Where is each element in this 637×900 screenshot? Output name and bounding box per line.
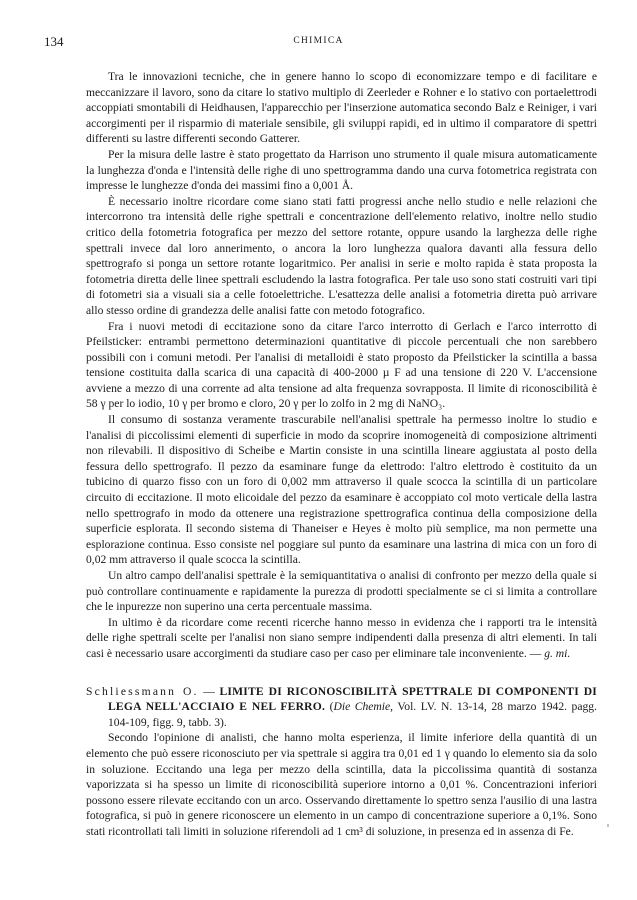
running-head: [44, 34, 593, 50]
paragraph: Tra le innovazioni tecniche, che in genere hanno lo scopo di economizzare tempo e di facilitare e meccanizzare il lavoro, sono da citare lo stativo multiplo di Zeerleder e Rohner e lo stativo con portaelettrodi accoppiati smontabili di Heidhausen, l'apparecchio per l'inserzione automatica secondo Balz e Reiniger, i vari accorgimenti per il risparmio di materiale sensibile, gli sviluppi rapidi, ed in ultimo il comparatore di spettri differenti su lastre differenti secondo Gatterer.: [86, 70, 597, 146]
section-title: CHIMICA: [293, 36, 344, 46]
page-number: 134: [44, 34, 64, 49]
paragraph: Fra i nuovi metodi di eccitazione sono da citare l'arco interrotto di Gerlach e l'arco interrotto di Pfeilsticker: entrambi permettono determinazioni quantitative di piccole percentuali che non sarebbero possibili con i comuni metodi. Per l'analisi di metalloidi è stato proposto da Pfeilsticker la scintilla a bassa tensione costituita dalla scarica di una capacità di 400-2000 µ F ad una tensione di 220 V. L'accensione avviene a mezzo di una corrente ad alta tensione ad alta frequenza sovrapposta. Il limite di riconoscibilità è 58 γ per lo iodio, 10 γ per bromo e cloro, 20 γ per lo zolfo in 2 mg di NaNO₃.: [86, 319, 597, 411]
paragraph: Per la misura delle lastre è stato progettato da Harrison uno strumento il quale misura automaticamente la lunghezza d'onda e l'intensità delle righe di uno spettrogramma dando una curva fotometrica registrata con impresse le lunghezze d'onda dei massimi fino a 0,001 Å.: [86, 147, 597, 193]
entry-paragraph: Secondo l'opinione di analisti, che hanno molta esperienza, il limite inferiore della quantità di un elemento che può essere riconosciuto per via spettrale si aggira tra 0,01 ed 1 γ quando lo elemento sia da solo in soluzione. Eccitando una lega per mezzo della scintilla, data la piccolissima quantità di sostanza vaporizzata si ha spesso un limite di riconoscibilità superiore intorno a 0,01 %. Concentrazioni inferiori possono essere rilevate eccitando con un arco. Osservando direttamente lo spettro senza l'ausilio di una lastra fotografica, si può in genere riconoscere un elemento in un campo di concentrazione superiore a 0,1%. Sono stati ricontrollati tali limiti in soluzione riferendoli ad 1 cm³ di soluzione, in presenza ed in assenza di Fe.: [86, 731, 597, 838]
scan-speck: [607, 824, 609, 827]
entry-title: LIMITE DI RICONOSCIBILITÀ SPETTRALE DI COMPONENTI DI LEGA NELL'ACCIAIO E NEL FERRO.: [108, 684, 597, 714]
paragraph: Un altro campo dell'analisi spettrale è la semiquantitativa o analisi di confronto per mezzo della quale si può controllare continuamente e rapidamente la purezza di prodotti specialmente se ci si limita a controllare che le inpurezze non superino una certa percentuale massima.: [86, 569, 597, 614]
paragraph-with-signature: [86, 615, 597, 662]
entry-citation: , Vol. LV. N. 13-14, 28 marzo 1942. pagg. 104-109, figg. 9, tabb. 3).: [108, 700, 597, 729]
paragraph: È necessario inoltre ricordare come siano stati fatti progressi anche nello studio e nelle relazioni che intercorrono tra intensità delle righe spettrali e concentrazione dell'elemento relativo, inoltre nello studio critico della fotometria fotografica per mezzo del settore rotante, oppure usando la larghezza delle righe spettrali invece dal loro annerimento, o ancora la loro lunghezza qualora davanti alla fessura dello spettrografo si ponga un settore rotante logaritmico. Per analisi in serie e molto rapida è stata proposta la fotometria diretta delle linee spettrali escludendo la lastra fotografica. Per tale uso sono stati costruiti vari tipi di fotometri sia a visuali sia a celle fotoelettriche. L'esattezza delle analisi a fotometria diretta può arrivare allo stesso ordine di grandezza delle analisi fatte con metodo fotografico.: [86, 194, 597, 317]
entry-journal: Die Chemie: [333, 700, 391, 714]
author-initials: g. mi.: [544, 646, 571, 660]
paragraph: Il consumo di sostanza veramente trascurabile nell'analisi spettrale ha permesso inoltre lo studio e l'analisi di piccolissimi elementi di superficie in modo da scoprire inomogeneità di composizione altrimenti non rilevabili. Il dispositivo di Scheibe e Martin consiste in una scintilla lineare aggiustata al posto della fessura dello spettrografo. Il pezzo da esaminare funge da elettrodo: l'altro elettrodo è costituito da un tubicino di quarzo fisso con un foro di 0,002 mm attraverso il quale scocca la scintilla di un particolare circuito di eccitazione. Il moto elicoidale del pezzo da esaminare è accoppiato col moto verticale della lastra nello spettrografo in modo da ottenere una registrazione spettrografica continua della composizione della superficie esplorata. Il secondo sistema di Thaneiser e Heyes è molto più semplice, ma non permette una esplorazione continua. Esso consiste nel poggiare sul punto da esaminare una lastrina di mica con un foro di 0,02 mm attraverso il quale scocca la scintilla.: [86, 413, 597, 567]
bibliographic-entry: Schliessmann O. — LIMITE DI RICONOSCIBILITÀ SPETTRALE DI COMPONENTI DI LEGA NELL'ACCIAIO E NEL FERRO. (Die Chemie, Vol. LV. N. 13-14, 28 marzo 1942. pagg. 104-109, figg. 9, tabb. 3).: [86, 684, 597, 729]
paragraph-text: In ultimo è da ricordare come recenti ricerche hanno messo in evidenza che i rapporti tra le intensità delle righe spettrali scelte per l'analisi non siano sempre indipendenti dalla presenza di altri elementi. In tali casi è necessario usare accorgimenti da studiare caso per caso per eliminare tale inconveniente. —: [86, 615, 597, 660]
entry-author: Schliessmann O.: [86, 684, 199, 698]
article-body: [86, 69, 597, 840]
entry-dash: —: [198, 684, 220, 698]
